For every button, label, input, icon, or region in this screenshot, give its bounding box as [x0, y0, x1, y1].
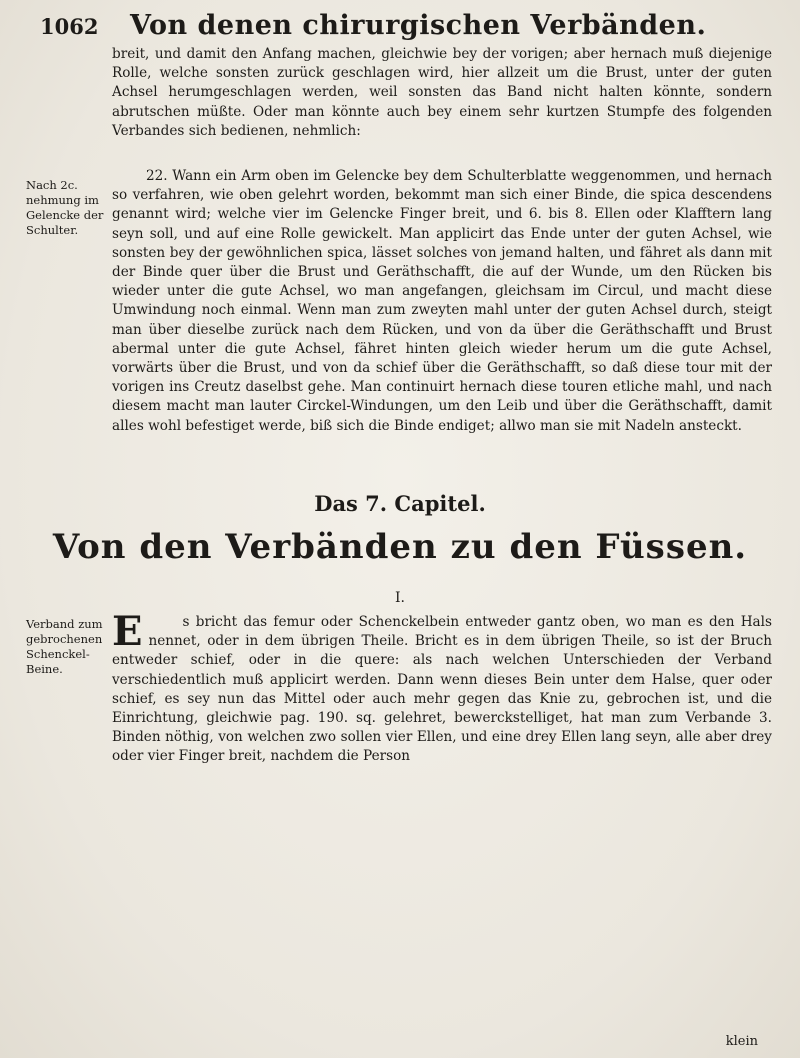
page-header — [40, 10, 760, 46]
section-22-paragraph — [112, 167, 772, 436]
chapter-title: Von den Verbänden zu den Füssen. — [52, 527, 748, 567]
page-number: 1062 — [40, 14, 99, 39]
margin-note-section-22: Nach 2c. nehmung im Gelencke der Schulter. — [26, 178, 104, 237]
margin-note-section-1: Verband zum gebrochenen Schenckel-Beine. — [26, 617, 103, 676]
continuation-paragraph — [112, 45, 772, 141]
drop-cap: E — [112, 608, 143, 655]
chapter-heading: Das 7. Capitel. — [314, 491, 486, 516]
section-22-text: 22. Wann ein Arm oben im Gelencke bey dem Schulterblatte weggenommen, und hernach so verfahren, wie oben gelehrt worden, bekommt man sich einer Binde, die spica descendens genannt wird; welche vier im Gelencke Finger breit, und 6. bis 8. Ellen oder Klafftern lang seyn soll, und auf eine Rolle gewickelt. Man applicirt das Ende unter der guten Achsel, wie sonsten bey der gewöhnlichen spica, lässet solches von jemand halten, und fähret als dann mit der Binde quer über die Brust und Geräthschafft, die auf der Wunde, um den Rücken bis wieder unter die gute Achsel, wo man angefangen, gleichsam im Circul, und macht diese Umwindung noch einmal. Wenn man zum zweyten mahl unter der guten Achsel durch, steigt man über dieselbe zurück nach dem Rücken, und von da über die Geräthschafft und Brust abermal unter die gute Achsel, fähret hinten gleich wieder herum um die gute Achsel, vorwärts über die Brust, und von da schief über die Geräthschafft, so daß diese tour mit der vorigen ins Creutz daselbst gehe. Man continuirt hernach diese touren etliche mahl, und nach diesem macht man lauter Circkel-Windungen, um den Leib und über die Geräthschafft, damit alles wohl befestiget werde, biß sich die Binde endiget; allwo man sie mit Nadeln ansteckt. — [112, 168, 772, 434]
section-number: I. — [395, 590, 405, 606]
section-1-paragraph — [112, 608, 772, 767]
section-1-text: s bricht das femur oder Schenckelbein entweder gantz oben, wo man es den Hals nennet, oder in dem übrigen Theile. Bricht es in dem übrigen Theile, so ist der Bruch entweder schief, oder in die quere: als nach welchen Unterschieden der Verband verschiedentlich muß applicirt werden. Dann wenn dieses Bein unter dem Halse, quer oder schief, es sey nun das Mittel oder auch mehr gegen das Knie zu, gebrochen ist, und die Einrichtung, gleichwie pag. 190. sq. gelehret, bewerckstelliget, hat man zum Verbande 3. Binden nöthig, von welchen zwo sollen vier Ellen, und eine drey Ellen lang seyn, alle aber drey oder vier Finger breit, nachdem die Person — [112, 614, 772, 765]
continuation-text: breit, und damit den Anfang machen, gleichwie bey der vorigen; aber hernach muß diejenige Rolle, welche sonsten zurück geschlagen wird, hier allzeit um die Brust, unter der guten Achsel herumgeschlagen werden, weil sonsten das Band nicht halten könnte, sondern abrutschen müßte. Oder man könnte auch bey einem sehr kurtzen Stumpfe des folgenden Verbandes sich bedienen, nehmlich: — [112, 46, 772, 139]
catchword: klein — [725, 1034, 758, 1049]
running-title: Von denen chirurgischen Verbänden. — [130, 10, 707, 41]
